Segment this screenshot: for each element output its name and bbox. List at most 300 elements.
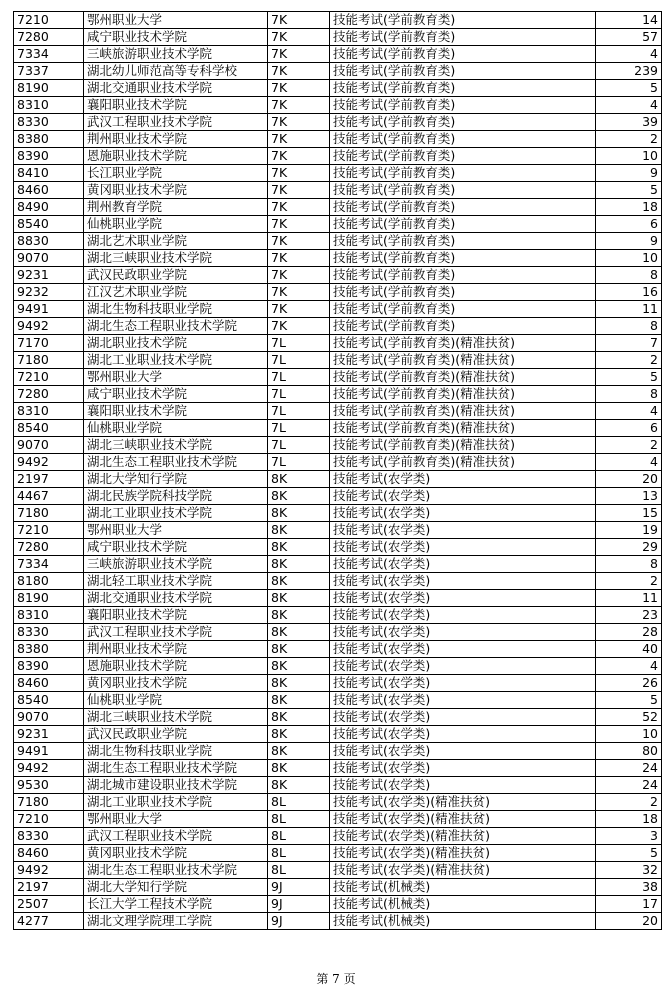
school-name: 襄阳职业技术学院 <box>84 607 268 624</box>
exam-category: 技能考试(农学类)(精准扶贫) <box>330 845 596 862</box>
exam-category: 技能考试(农学类) <box>330 641 596 658</box>
school-code: 7180 <box>14 794 84 811</box>
school-code: 8330 <box>14 114 84 131</box>
table-row <box>14 335 662 352</box>
group-code: 8K <box>268 471 330 488</box>
school-code: 7180 <box>14 505 84 522</box>
school-code: 8330 <box>14 828 84 845</box>
school-code: 9070 <box>14 250 84 267</box>
exam-category: 技能考试(学前教育类) <box>330 80 596 97</box>
school-name: 江汉艺术职业学院 <box>84 284 268 301</box>
plan-count: 16 <box>596 284 662 301</box>
group-code: 7K <box>268 29 330 46</box>
exam-category: 技能考试(学前教育类) <box>330 182 596 199</box>
table-row <box>14 437 662 454</box>
school-name: 仙桃职业学院 <box>84 216 268 233</box>
plan-count: 29 <box>596 539 662 556</box>
plan-count: 2 <box>596 131 662 148</box>
school-name: 湖北生态工程职业技术学院 <box>84 454 268 471</box>
plan-count: 5 <box>596 182 662 199</box>
table-row <box>14 250 662 267</box>
school-code: 8380 <box>14 131 84 148</box>
plan-count: 11 <box>596 590 662 607</box>
school-name: 湖北交通职业技术学院 <box>84 590 268 607</box>
exam-category: 技能考试(农学类) <box>330 590 596 607</box>
school-name: 湖北大学知行学院 <box>84 879 268 896</box>
plan-count: 2 <box>596 437 662 454</box>
table-row <box>14 267 662 284</box>
exam-category: 技能考试(学前教育类) <box>330 250 596 267</box>
school-name: 黄冈职业技术学院 <box>84 182 268 199</box>
school-code: 7334 <box>14 46 84 63</box>
table-row <box>14 896 662 913</box>
group-code: 9J <box>268 896 330 913</box>
group-code: 8K <box>268 539 330 556</box>
exam-category: 技能考试(学前教育类)(精准扶贫) <box>330 454 596 471</box>
plan-count: 38 <box>596 879 662 896</box>
school-name: 湖北交通职业技术学院 <box>84 80 268 97</box>
school-name: 鄂州职业大学 <box>84 811 268 828</box>
table-row <box>14 301 662 318</box>
table-row <box>14 199 662 216</box>
group-code: 7L <box>268 420 330 437</box>
plan-count: 10 <box>596 726 662 743</box>
school-code: 7334 <box>14 556 84 573</box>
school-name: 湖北文理学院理工学院 <box>84 913 268 930</box>
plan-count: 3 <box>596 828 662 845</box>
table-row <box>14 233 662 250</box>
school-name: 武汉工程职业技术学院 <box>84 828 268 845</box>
exam-category: 技能考试(学前教育类) <box>330 267 596 284</box>
table-row <box>14 573 662 590</box>
school-name: 湖北大学知行学院 <box>84 471 268 488</box>
exam-category: 技能考试(学前教育类) <box>330 284 596 301</box>
exam-category: 技能考试(农学类)(精准扶贫) <box>330 811 596 828</box>
school-code: 9070 <box>14 437 84 454</box>
table-row <box>14 97 662 114</box>
school-name: 湖北职业技术学院 <box>84 335 268 352</box>
school-name: 湖北城市建设职业技术学院 <box>84 777 268 794</box>
group-code: 7K <box>268 46 330 63</box>
group-code: 7L <box>268 454 330 471</box>
group-code: 8K <box>268 607 330 624</box>
school-name: 黄冈职业技术学院 <box>84 845 268 862</box>
table-row <box>14 318 662 335</box>
school-name: 湖北工业职业技术学院 <box>84 794 268 811</box>
group-code: 7K <box>268 250 330 267</box>
group-code: 7K <box>268 12 330 29</box>
table-row <box>14 80 662 97</box>
plan-count: 2 <box>596 794 662 811</box>
group-code: 7L <box>268 403 330 420</box>
table-row <box>14 845 662 862</box>
table-row <box>14 369 662 386</box>
school-code: 8390 <box>14 148 84 165</box>
plan-count: 24 <box>596 760 662 777</box>
plan-count: 20 <box>596 913 662 930</box>
plan-count: 8 <box>596 318 662 335</box>
table-row <box>14 760 662 777</box>
school-code: 9492 <box>14 318 84 335</box>
school-name: 湖北三峡职业技术学院 <box>84 709 268 726</box>
exam-category: 技能考试(学前教育类) <box>330 199 596 216</box>
plan-count: 2 <box>596 352 662 369</box>
plan-count: 52 <box>596 709 662 726</box>
table-row <box>14 131 662 148</box>
school-code: 4467 <box>14 488 84 505</box>
school-name: 湖北生态工程职业技术学院 <box>84 862 268 879</box>
exam-category: 技能考试(农学类) <box>330 505 596 522</box>
school-code: 7210 <box>14 12 84 29</box>
exam-category: 技能考试(农学类) <box>330 471 596 488</box>
school-code: 8830 <box>14 233 84 250</box>
school-name: 咸宁职业技术学院 <box>84 539 268 556</box>
table-row <box>14 505 662 522</box>
group-code: 7K <box>268 267 330 284</box>
group-code: 7L <box>268 335 330 352</box>
school-code: 7210 <box>14 369 84 386</box>
plan-count: 5 <box>596 369 662 386</box>
exam-category: 技能考试(学前教育类)(精准扶贫) <box>330 437 596 454</box>
school-name: 长江职业学院 <box>84 165 268 182</box>
table-row <box>14 658 662 675</box>
school-name: 武汉民政职业学院 <box>84 267 268 284</box>
exam-category: 技能考试(学前教育类)(精准扶贫) <box>330 403 596 420</box>
plan-count: 2 <box>596 573 662 590</box>
table-row <box>14 114 662 131</box>
group-code: 7K <box>268 284 330 301</box>
exam-category: 技能考试(学前教育类) <box>330 114 596 131</box>
school-code: 7180 <box>14 352 84 369</box>
school-code: 7210 <box>14 811 84 828</box>
group-code: 8K <box>268 743 330 760</box>
plan-count: 4 <box>596 46 662 63</box>
table-row <box>14 879 662 896</box>
exam-category: 技能考试(农学类) <box>330 726 596 743</box>
exam-category: 技能考试(学前教育类)(精准扶贫) <box>330 352 596 369</box>
school-code: 7280 <box>14 539 84 556</box>
school-code: 8310 <box>14 403 84 420</box>
group-code: 8K <box>268 760 330 777</box>
group-code: 7K <box>268 199 330 216</box>
exam-category: 技能考试(学前教育类)(精准扶贫) <box>330 420 596 437</box>
table-row <box>14 556 662 573</box>
plan-count: 23 <box>596 607 662 624</box>
group-code: 9J <box>268 913 330 930</box>
school-code: 7280 <box>14 29 84 46</box>
exam-category: 技能考试(学前教育类) <box>330 131 596 148</box>
school-name: 荆州职业技术学院 <box>84 131 268 148</box>
plan-count: 8 <box>596 556 662 573</box>
plan-count: 18 <box>596 199 662 216</box>
exam-category: 技能考试(农学类) <box>330 573 596 590</box>
school-name: 鄂州职业大学 <box>84 12 268 29</box>
plan-count: 32 <box>596 862 662 879</box>
school-name: 武汉工程职业技术学院 <box>84 114 268 131</box>
group-code: 7K <box>268 301 330 318</box>
table-row <box>14 641 662 658</box>
group-code: 7K <box>268 80 330 97</box>
plan-count: 80 <box>596 743 662 760</box>
table-row <box>14 352 662 369</box>
exam-category: 技能考试(学前教育类) <box>330 12 596 29</box>
table-row <box>14 828 662 845</box>
school-name: 咸宁职业技术学院 <box>84 386 268 403</box>
exam-category: 技能考试(学前教育类) <box>330 233 596 250</box>
school-code: 8190 <box>14 80 84 97</box>
plan-count: 57 <box>596 29 662 46</box>
table-row <box>14 420 662 437</box>
group-code: 7K <box>268 131 330 148</box>
group-code: 8K <box>268 641 330 658</box>
school-code: 8380 <box>14 641 84 658</box>
exam-category: 技能考试(学前教育类) <box>330 63 596 80</box>
group-code: 7K <box>268 148 330 165</box>
school-code: 8540 <box>14 692 84 709</box>
exam-category: 技能考试(学前教育类) <box>330 165 596 182</box>
table-row <box>14 182 662 199</box>
school-name: 湖北三峡职业技术学院 <box>84 437 268 454</box>
exam-category: 技能考试(农学类) <box>330 522 596 539</box>
exam-category: 技能考试(学前教育类) <box>330 318 596 335</box>
group-code: 8K <box>268 505 330 522</box>
plan-count: 4 <box>596 658 662 675</box>
school-code: 8410 <box>14 165 84 182</box>
group-code: 8L <box>268 862 330 879</box>
exam-category: 技能考试(机械类) <box>330 913 596 930</box>
exam-category: 技能考试(学前教育类)(精准扶贫) <box>330 386 596 403</box>
exam-category: 技能考试(学前教育类)(精准扶贫) <box>330 369 596 386</box>
exam-category: 技能考试(农学类) <box>330 607 596 624</box>
group-code: 7K <box>268 182 330 199</box>
school-code: 8460 <box>14 845 84 862</box>
plan-count: 15 <box>596 505 662 522</box>
exam-category: 技能考试(农学类) <box>330 539 596 556</box>
school-name: 恩施职业技术学院 <box>84 148 268 165</box>
school-name: 恩施职业技术学院 <box>84 658 268 675</box>
exam-category: 技能考试(学前教育类) <box>330 216 596 233</box>
school-name: 咸宁职业技术学院 <box>84 29 268 46</box>
exam-category: 技能考试(农学类) <box>330 709 596 726</box>
school-code: 8310 <box>14 97 84 114</box>
group-code: 8K <box>268 556 330 573</box>
school-name: 湖北工业职业技术学院 <box>84 352 268 369</box>
school-code: 8460 <box>14 675 84 692</box>
group-code: 8K <box>268 488 330 505</box>
plan-count: 8 <box>596 267 662 284</box>
school-name: 鄂州职业大学 <box>84 522 268 539</box>
school-code: 7170 <box>14 335 84 352</box>
school-name: 湖北生态工程职业技术学院 <box>84 318 268 335</box>
group-code: 8L <box>268 845 330 862</box>
school-name: 襄阳职业技术学院 <box>84 97 268 114</box>
school-name: 湖北民族学院科技学院 <box>84 488 268 505</box>
table-row <box>14 590 662 607</box>
school-name: 武汉民政职业学院 <box>84 726 268 743</box>
school-code: 7280 <box>14 386 84 403</box>
exam-category: 技能考试(农学类) <box>330 556 596 573</box>
school-name: 湖北生物科技职业学院 <box>84 301 268 318</box>
school-code: 8490 <box>14 199 84 216</box>
group-code: 8K <box>268 777 330 794</box>
table-row <box>14 675 662 692</box>
plan-count: 10 <box>596 148 662 165</box>
group-code: 7L <box>268 386 330 403</box>
school-code: 9070 <box>14 709 84 726</box>
school-code: 2197 <box>14 471 84 488</box>
school-code: 9491 <box>14 301 84 318</box>
table-row <box>14 148 662 165</box>
table-row <box>14 386 662 403</box>
group-code: 8K <box>268 675 330 692</box>
school-name: 鄂州职业大学 <box>84 369 268 386</box>
school-name: 湖北生态工程职业技术学院 <box>84 760 268 777</box>
enrollment-table-body <box>14 12 662 930</box>
school-code: 9491 <box>14 743 84 760</box>
group-code: 7K <box>268 114 330 131</box>
school-name: 三峡旅游职业技术学院 <box>84 556 268 573</box>
school-code: 8460 <box>14 182 84 199</box>
table-row <box>14 624 662 641</box>
plan-count: 4 <box>596 454 662 471</box>
group-code: 7K <box>268 63 330 80</box>
plan-count: 18 <box>596 811 662 828</box>
plan-count: 5 <box>596 80 662 97</box>
school-name: 湖北轻工职业技术学院 <box>84 573 268 590</box>
group-code: 9J <box>268 879 330 896</box>
group-code: 8K <box>268 573 330 590</box>
plan-count: 4 <box>596 97 662 114</box>
table-row <box>14 726 662 743</box>
school-code: 8180 <box>14 573 84 590</box>
plan-count: 5 <box>596 692 662 709</box>
school-code: 9231 <box>14 726 84 743</box>
school-code: 8190 <box>14 590 84 607</box>
exam-category: 技能考试(学前教育类) <box>330 46 596 63</box>
school-code: 9530 <box>14 777 84 794</box>
table-row <box>14 488 662 505</box>
group-code: 7L <box>268 437 330 454</box>
school-name: 湖北幼儿师范高等专科学校 <box>84 63 268 80</box>
school-name: 湖北艺术职业学院 <box>84 233 268 250</box>
group-code: 8K <box>268 522 330 539</box>
exam-category: 技能考试(机械类) <box>330 879 596 896</box>
plan-count: 239 <box>596 63 662 80</box>
plan-count: 39 <box>596 114 662 131</box>
school-code: 8330 <box>14 624 84 641</box>
plan-count: 5 <box>596 845 662 862</box>
school-name: 荆州职业技术学院 <box>84 641 268 658</box>
exam-category: 技能考试(学前教育类)(精准扶贫) <box>330 335 596 352</box>
plan-count: 19 <box>596 522 662 539</box>
plan-count: 6 <box>596 420 662 437</box>
school-name: 长江大学工程技术学院 <box>84 896 268 913</box>
school-code: 9232 <box>14 284 84 301</box>
exam-category: 技能考试(农学类) <box>330 624 596 641</box>
enrollment-table <box>13 11 662 930</box>
group-code: 7L <box>268 369 330 386</box>
exam-category: 技能考试(学前教育类) <box>330 148 596 165</box>
table-row <box>14 607 662 624</box>
plan-count: 20 <box>596 471 662 488</box>
group-code: 8K <box>268 658 330 675</box>
school-code: 9492 <box>14 862 84 879</box>
exam-category: 技能考试(农学类) <box>330 743 596 760</box>
exam-category: 技能考试(学前教育类) <box>330 301 596 318</box>
school-name: 湖北三峡职业技术学院 <box>84 250 268 267</box>
table-row <box>14 284 662 301</box>
exam-category: 技能考试(农学类) <box>330 777 596 794</box>
school-name: 武汉工程职业技术学院 <box>84 624 268 641</box>
school-code: 8390 <box>14 658 84 675</box>
plan-count: 6 <box>596 216 662 233</box>
exam-category: 技能考试(机械类) <box>330 896 596 913</box>
plan-count: 8 <box>596 386 662 403</box>
school-name: 黄冈职业技术学院 <box>84 675 268 692</box>
group-code: 7K <box>268 233 330 250</box>
exam-category: 技能考试(农学类) <box>330 488 596 505</box>
exam-category: 技能考试(学前教育类) <box>330 29 596 46</box>
group-code: 7K <box>268 97 330 114</box>
plan-count: 9 <box>596 233 662 250</box>
group-code: 8L <box>268 828 330 845</box>
table-row <box>14 46 662 63</box>
school-name: 襄阳职业技术学院 <box>84 403 268 420</box>
plan-count: 14 <box>596 12 662 29</box>
exam-category: 技能考试(农学类) <box>330 692 596 709</box>
plan-count: 17 <box>596 896 662 913</box>
plan-count: 28 <box>596 624 662 641</box>
school-code: 7337 <box>14 63 84 80</box>
plan-count: 4 <box>596 403 662 420</box>
school-name: 湖北生物科技职业学院 <box>84 743 268 760</box>
group-code: 8K <box>268 709 330 726</box>
exam-category: 技能考试(学前教育类) <box>330 97 596 114</box>
exam-category: 技能考试(农学类) <box>330 675 596 692</box>
table-row <box>14 913 662 930</box>
school-code: 8540 <box>14 216 84 233</box>
table-row <box>14 811 662 828</box>
school-code: 9231 <box>14 267 84 284</box>
group-code: 7L <box>268 352 330 369</box>
school-code: 8310 <box>14 607 84 624</box>
table-row <box>14 777 662 794</box>
exam-category: 技能考试(农学类) <box>330 760 596 777</box>
plan-count: 9 <box>596 165 662 182</box>
table-row <box>14 29 662 46</box>
group-code: 8L <box>268 811 330 828</box>
school-code: 2197 <box>14 879 84 896</box>
group-code: 8K <box>268 590 330 607</box>
school-name: 荆州教育学院 <box>84 199 268 216</box>
school-code: 9492 <box>14 454 84 471</box>
table-row <box>14 454 662 471</box>
table-row <box>14 471 662 488</box>
group-code: 8K <box>268 692 330 709</box>
page-number: 第 7 页 <box>316 972 356 986</box>
plan-count: 24 <box>596 777 662 794</box>
exam-category: 技能考试(农学类)(精准扶贫) <box>330 862 596 879</box>
plan-count: 7 <box>596 335 662 352</box>
school-code: 9492 <box>14 760 84 777</box>
table-row <box>14 403 662 420</box>
table-row <box>14 165 662 182</box>
table-row <box>14 692 662 709</box>
exam-category: 技能考试(农学类)(精准扶贫) <box>330 828 596 845</box>
school-code: 7210 <box>14 522 84 539</box>
table-row <box>14 216 662 233</box>
school-code: 4277 <box>14 913 84 930</box>
